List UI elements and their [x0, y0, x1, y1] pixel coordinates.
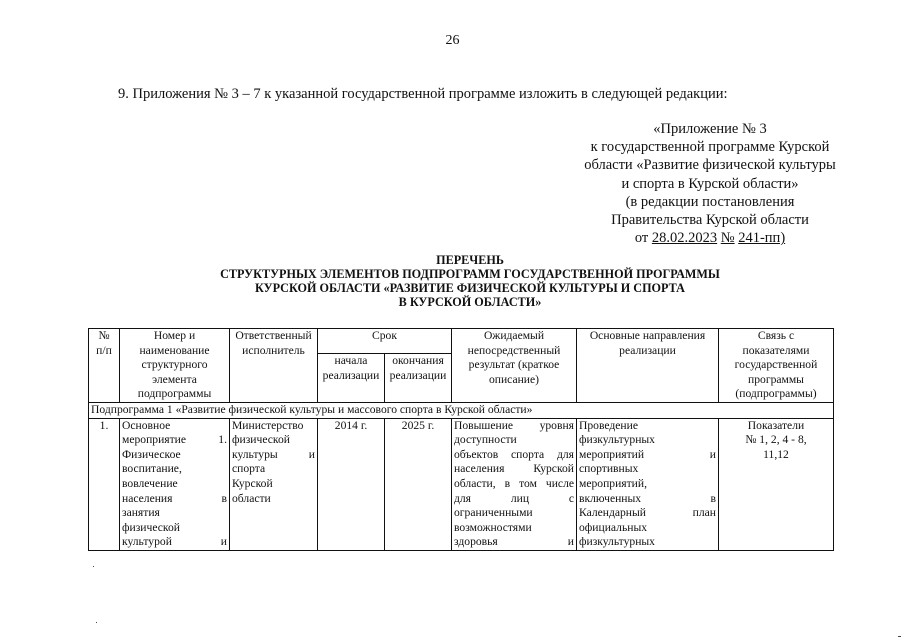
header-directions [577, 329, 719, 403]
header-text: программы [748, 372, 804, 386]
subprogram-title: Подпрограмма 1 «Развитие физической культуры и массового спорта в Курской области» [89, 402, 834, 418]
cell-line: здоровья и [454, 535, 574, 549]
header-text: п/п [96, 343, 112, 357]
cell-executor [230, 418, 318, 550]
cell-start: 2014 г. [318, 418, 385, 550]
appendix-date-line [560, 229, 860, 247]
appendix-line: области «Развитие физической культуры [584, 157, 836, 174]
header-text: показателями [742, 343, 810, 357]
cell-end: 2025 г. [385, 418, 452, 550]
appendix-num-prefix: № [720, 230, 735, 247]
header-name [120, 329, 230, 403]
scan-speck [93, 566, 94, 567]
cell-directions [577, 418, 719, 550]
cell-num: 1. [89, 418, 120, 550]
appendix-line: (в редакции постановления [625, 193, 795, 210]
title-line: СТРУКТУРНЫХ ЭЛЕМЕНТОВ ПОДПРОГРАММ ГОСУДАРСТВЕННОЙ ПРОГРАММЫ [220, 267, 720, 281]
page-number: 26 [445, 33, 460, 48]
cell-line: физической [122, 520, 180, 534]
cell-line: физической [232, 433, 290, 447]
cell-line: объектов спорта для [454, 447, 574, 461]
scan-speck [96, 622, 97, 623]
scan-speck [898, 636, 901, 637]
header-text: реализации [619, 343, 676, 357]
cell-line: возможностями [454, 520, 532, 534]
header-text: элемента [152, 372, 197, 386]
header-text: Связь с [757, 329, 795, 342]
header-text: Основные направления [589, 329, 706, 342]
cell-line: ограниченными [454, 506, 533, 520]
header-text: описание) [488, 372, 540, 386]
header-text: государственной [734, 358, 818, 372]
header-term: Срок [318, 329, 452, 354]
cell-line: № 1, 2, 4 - 8, [745, 433, 807, 447]
cell-line: Курской [232, 476, 273, 490]
cell-line: 11,12 [763, 447, 789, 461]
title-line: В КУРСКОЙ ОБЛАСТИ» [398, 295, 542, 309]
header-text: Ответственный [235, 329, 312, 342]
header-end [385, 354, 452, 403]
header-row [89, 329, 834, 354]
header-start [318, 354, 385, 403]
header-link [719, 329, 834, 403]
appendix-number: 241-пп) [738, 230, 786, 247]
header-result [452, 329, 577, 403]
header-num [89, 329, 120, 403]
header-text: структурного [141, 358, 208, 372]
intro-paragraph: 9. Приложения № 3 – 7 к указанной государственной программе изложить в следующей редакции: [118, 86, 728, 102]
header-text: (подпрограммы) [735, 387, 817, 401]
title-line: КУРСКОЙ ОБЛАСТИ «РАЗВИТИЕ ФИЗИЧЕСКОЙ КУЛЬТУРЫ И СПОРТА [255, 281, 685, 295]
header-text: начала [334, 354, 368, 368]
cell-line: воспитание, [122, 462, 182, 476]
appendix-header [560, 120, 860, 247]
title-line: ПЕРЕЧЕНЬ [436, 253, 504, 267]
cell-link [719, 418, 834, 550]
cell-line: вовлечение [122, 476, 178, 490]
cell-line: доступности [454, 433, 517, 447]
cell-line: официальных [579, 520, 648, 534]
cell-line: для лиц с [454, 491, 574, 505]
cell-line: населения Курской [454, 462, 574, 476]
cell-line: Повышение уровня [454, 418, 574, 432]
header-text: окончания [392, 354, 444, 368]
appendix-line: «Приложение № 3 [653, 121, 767, 137]
cell-line: включенных в [579, 491, 716, 505]
structure-table [88, 328, 834, 551]
cell-line: Календарный план [579, 506, 716, 520]
cell-result [452, 418, 577, 550]
appendix-from: от [634, 230, 649, 247]
cell-line: Показатели [747, 418, 805, 432]
appendix-line: к государственной программе Курской [590, 139, 830, 156]
header-text: наименование [139, 343, 210, 357]
header-text: Ожидаемый [483, 329, 545, 342]
cell-line: Проведение [579, 418, 638, 432]
cell-line: мероприятие 1. [122, 433, 227, 447]
header-text: исполнитель [242, 343, 305, 357]
document-title [150, 253, 790, 309]
header-text: подпрограммы [137, 387, 212, 401]
appendix-date: 28.02.2023 [651, 230, 718, 247]
cell-name [120, 418, 230, 550]
cell-line: Физическое [122, 447, 181, 461]
cell-line: занятия [122, 506, 160, 520]
table-row [89, 418, 834, 550]
cell-line: культурой и [122, 535, 227, 549]
cell-line: мероприятий и [579, 447, 716, 461]
subprogram-row [89, 402, 834, 418]
appendix-line: и спорта в Курской области» [621, 175, 799, 192]
header-text: результат (краткое [468, 358, 560, 372]
cell-line: области, в том числе [454, 476, 574, 490]
header-executor [230, 329, 318, 403]
header-text: реализации [322, 368, 380, 382]
cell-line: Основное [122, 418, 171, 432]
cell-line: населения в [122, 491, 227, 505]
header-text: № [98, 329, 110, 342]
header-text: реализации [389, 368, 447, 382]
appendix-line: Правительства Курской области [611, 212, 809, 229]
header-text: Номер и [153, 329, 196, 342]
cell-line: физкультурных [579, 535, 655, 549]
cell-line: спорта [232, 462, 266, 476]
cell-line: культуры и [232, 447, 315, 461]
cell-line: области [232, 491, 271, 505]
header-text: непосредственный [467, 343, 561, 357]
cell-line: мероприятий, [579, 476, 647, 490]
cell-line: спортивных [579, 462, 639, 476]
cell-line: физкультурных [579, 433, 655, 447]
cell-line: Министерство [232, 418, 304, 432]
